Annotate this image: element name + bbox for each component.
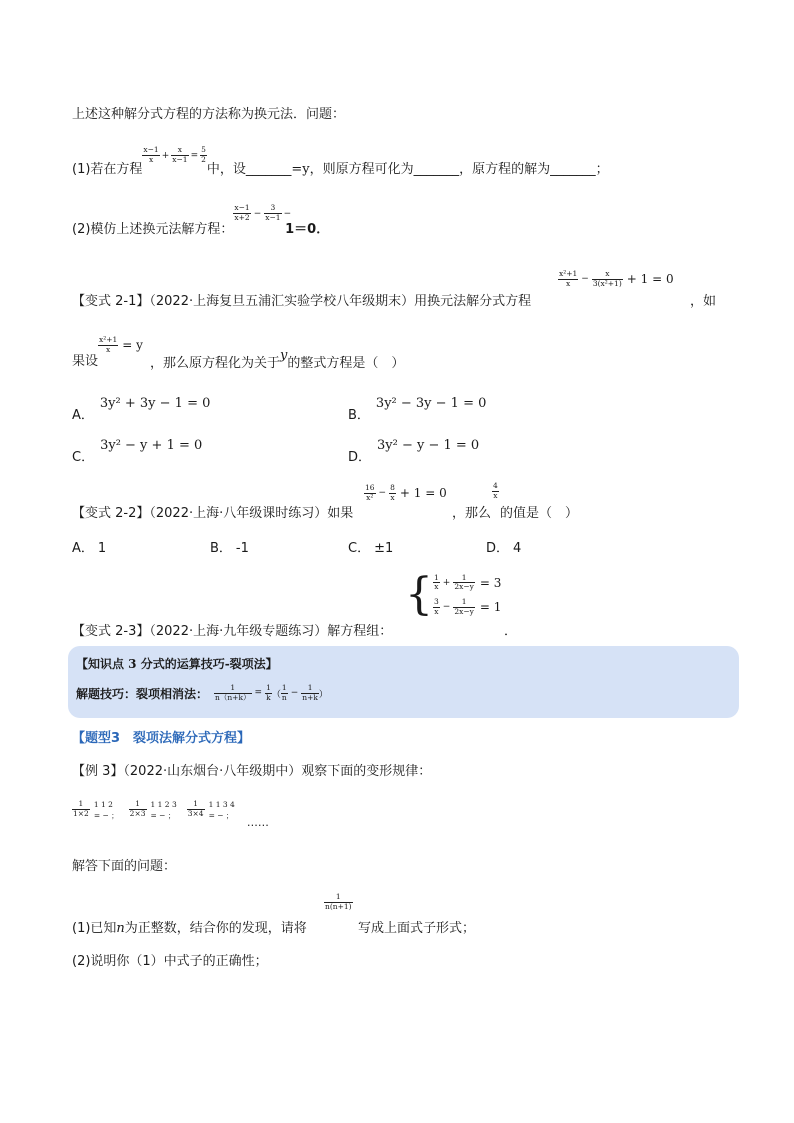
brace-icon: { (405, 569, 433, 620)
ex3-part-1-frac: $\frac{1}{n(n+1)}$ (325, 892, 352, 911)
v22-equation: $\frac{16}{\text{x²}}$ − $\frac{8}{x}$ + 1 = 0 (365, 483, 447, 502)
ex3-part-2: (2)说明你（1）中式子的正确性； (72, 954, 268, 969)
blank-3[interactable]: _______ (550, 162, 596, 177)
q2-prefix: (2)模仿上述换元法解方程： (72, 222, 234, 237)
v21-equation: $\frac{\text{x²+1}}{x}$ − $\frac{x}{\text{3(x²+1)}}$ + 1 = 0 (559, 269, 674, 288)
ex3-rhs-2: 1 1 2 3 = − ； (150, 800, 177, 820)
v21-option-a[interactable]: A．3y² + 3y − 1 = 0 (72, 396, 211, 423)
ex3-part-1: (1)已知n为正整数，结合你的发现，请将 (72, 921, 307, 936)
question-1 (72, 145, 609, 177)
ex3-formulas (72, 799, 269, 829)
v22-option-c[interactable]: C． ±1 (348, 541, 394, 556)
v22-option-d[interactable]: D． 4 (486, 541, 522, 556)
v21-line1-end: ，如 (690, 294, 717, 309)
q1-prefix: (1)若在方程 (72, 162, 143, 177)
example-tag: 【例 3】 (72, 764, 124, 779)
q2-frac-1: $\frac{x-1}{x+2}$ (234, 203, 250, 222)
v21-option-c[interactable]: C．3y² − y + 1 = 0 (72, 438, 203, 465)
question-2 (72, 203, 330, 237)
example-3-line: 【例 3】（2022·山东烟台·八年级期中）观察下面的变形规律： (72, 764, 432, 779)
blank-1[interactable]: _______ (245, 162, 292, 177)
ex3-ellipsis: …… (246, 816, 269, 829)
v23-system: { $\frac{1}{x}$ + $\frac{1}{2x-y}$ = 3 $\frac{3}{x}$ − $\frac{1}{2x-y}$ = 1 (405, 569, 502, 620)
variant-tag: 【变式 2-2】 (72, 506, 150, 521)
variant-2-2-line: 【变式 2-2】（2022·上海·八年级课时练习）如果 (72, 506, 354, 521)
v23-end: ． (504, 624, 518, 639)
variant-tag: 【变式 2-3】 (72, 624, 150, 639)
ex3-frac-2: $\frac{1}{2\times 3}$ (129, 799, 146, 818)
ex3-rhs-3: 1 1 3 4 = − ； (208, 800, 235, 820)
answer-intro: 解答下面的问题： (72, 859, 177, 874)
q2-frac-2: $\frac{3}{x-1}$ (265, 203, 281, 222)
callout-tip: 解题技巧：裂项相消法： $\frac{1}{n(n+k)}$ = $\frac{1}{k}$ （ $\frac{1}{n}$ − $\frac{1}{n+k}$ ） (76, 683, 328, 702)
intro-text: 上述这种解分式方程的方法称为换元法．问题： (72, 107, 346, 122)
ex3-frac-1: $\frac{1}{1\times 2}$ (73, 799, 89, 818)
v21-option-b[interactable]: B．3y² − 3y − 1 = 0 (348, 396, 487, 423)
v21-line2-rest: ，那么原方程化为关于y的整式方程是（ ） (150, 348, 405, 371)
q2-tail: 1＝0． (285, 222, 330, 237)
ex3-rhs-1: 1 1 2 = − ； (93, 800, 119, 820)
v21-line2: 果设 (72, 354, 99, 369)
q1-rest: 中，设_______=y，则原方程可化为_______，原方程的解为_______； (206, 162, 609, 177)
q1-frac-2: $\frac{x}{x-1}$ (172, 145, 188, 164)
section-3-heading: 【题型3 裂项法解分式方程】 (72, 731, 251, 746)
variant-tag: 【变式 2-1】 (72, 294, 150, 309)
blank-2[interactable]: _______ (413, 162, 460, 177)
v21-option-d[interactable]: D．3y² − y − 1 = 0 (348, 438, 480, 465)
q1-frac-3: $\frac{5}{2}$ (201, 145, 206, 164)
q1-frac-1: $\frac{x-1}{x}$ (143, 145, 159, 164)
v21-substitution: $\frac{\text{x²+1}}{x}$ = y (99, 335, 143, 354)
q2-equation: $\frac{x-1}{x+2}$ − $\frac{3}{x-1}$ − (234, 203, 292, 222)
callout-title: 【知识点 3 分式的运算技巧-裂项法】 (76, 657, 278, 671)
q1-equation: $\frac{x-1}{x}$ + $\frac{x}{x-1}$ = $\frac{5}{2}$ (143, 145, 206, 164)
variant-2-1-line1: 【变式 2-1】（2022·上海复旦五浦汇实验学校八年级期末）用换元法解分式方程 (72, 294, 532, 309)
v22-option-b[interactable]: B． -1 (210, 541, 249, 556)
variant-2-3-line: 【变式 2-3】（2022·上海·九年级专题练习）解方程组： (72, 624, 393, 639)
ex3-frac-3: $\frac{1}{3\times 4}$ (187, 799, 204, 818)
v22-ratio: $\frac{4}{x}$ (493, 481, 498, 500)
ex3-part-1-end: 写成上面式子形式； (358, 921, 476, 936)
v22-option-a[interactable]: A． 1 (72, 541, 107, 556)
v22-rest: ，那么 (452, 506, 492, 521)
v22-end: 的值是（ ） (500, 506, 579, 521)
